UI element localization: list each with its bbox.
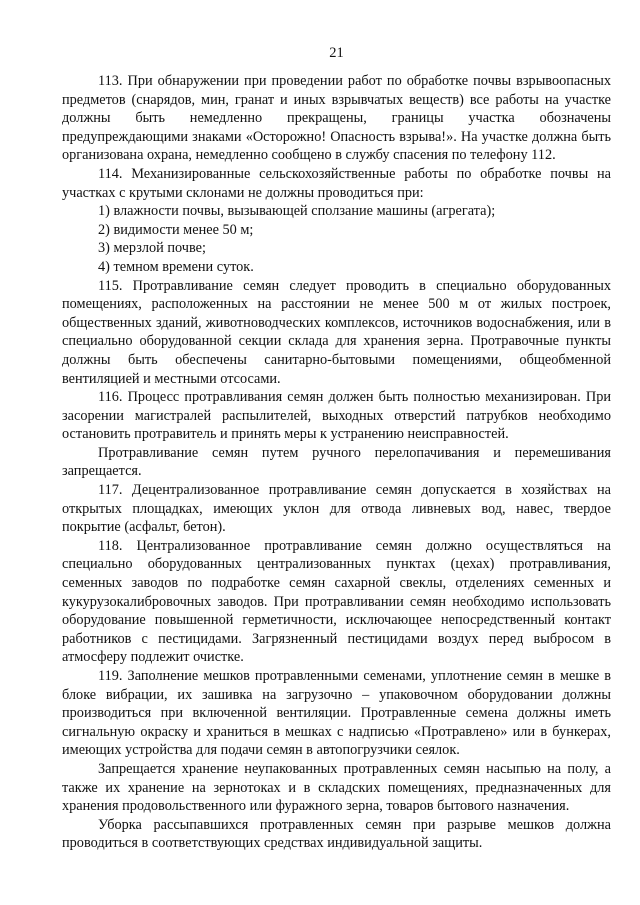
list-item-2: 2) видимости менее 50 м; — [98, 221, 254, 238]
paragraph-116: 116. Процесс протравливания семян должен быть полностью механизирован. При засорении магистралей распылителей, выходных отверстий патрубков необходимо остановить протравитель и принять меры к устранению неисправностей. — [62, 389, 611, 443]
paragraph-119-cleanup: Уборка рассыпавшихся протравленных семян при разрыве мешков должна проводиться в соответствующих средствах индивидуальной защиты. — [62, 816, 611, 852]
paragraph-113: 113. При обнаружении при проведении работ по обработке почвы взрывоопасных предметов (снарядов, мин, гранат и иных взрывчатых веществ) все работы на участке должны быть немедленно прекращены, границы участка обозначены предупреждающими знаками «Осторожно! Опасность взрыва!». На участке должна быть организована охрана, немедленно сообщено в службу спасения по телефону 112. — [62, 73, 611, 164]
paragraph-119: 119. Заполнение мешков протравленными семенами, уплотнение семян в мешке в блоке вибрации, их зашивка на загрузочно – упаковочном оборудовании должны производиться при включенной вентиляции. Протравленные семена должны иметь сигнальную окраску и храниться в мешках с надписью «Протравлено» или в бункерах, имеющих устройства для подачи семян в автопогрузчики сеялок. — [62, 668, 611, 759]
paragraph-119-storage: Запрещается хранение неупакованных протравленных семян насыпью на полу, а также их хранение на зернотоках и в складских помещениях, предназначенных для хранения продовольственного или фуражного зерна, товаров бытового назначения. — [62, 760, 611, 815]
paragraph-114: 114. Механизированные сельскохозяйственные работы по обработке почвы на участках с крутыми склонами не должны проводиться при: — [62, 165, 611, 201]
document-body — [62, 72, 611, 853]
paragraph-117: 117. Децентрализованное протравливание семян допускается в хозяйствах на открытых площадках, имеющих уклон для отвода ливневых вод, навес, твердое покрытие (асфальт, бетон). — [62, 482, 611, 536]
list-item-3: 3) мерзлой почве; — [98, 240, 206, 257]
list-item-1: 1) влажности почвы, вызывающей сползание машины (агрегата); — [98, 203, 496, 220]
paragraph-115: 115. Протравливание семян следует проводить в специально оборудованных помещениях, расположенных на расстоянии не менее 500 м от жилых построек, общественных зданий, животноводческих комплексов, источников водоснабжения, или в специально оборудованной секции склада для хранения зерна. Протравочные пункты должны быть обеспечены санитарно-бытовыми помещениями, общеобменной вентиляцией и местными отсосами. — [62, 277, 611, 387]
page-number: 21 — [329, 45, 344, 61]
paragraph-118: 118. Централизованное протравливание семян должно осуществляться на специально оборудованных централизованных пунктах (цехах) протравливания, семенных заводов по подработке семян сахарной свеклы, отделениях семенных и кукурузокалибровочных заводов. При протравливании семян необходимо использовать оборудование повышенной герметичности, исключающее непосредственный контакт работников с пестицидами. Загрязненный пестицидами воздух перед выбросом в атмосферу подлежит очистке. — [62, 537, 611, 666]
list-item-4: 4) темном времени суток. — [98, 258, 254, 275]
document-page — [62, 0, 611, 905]
paragraph-116-continued: Протравливание семян путем ручного перелопачивания и перемешивания запрещается. — [62, 444, 611, 480]
